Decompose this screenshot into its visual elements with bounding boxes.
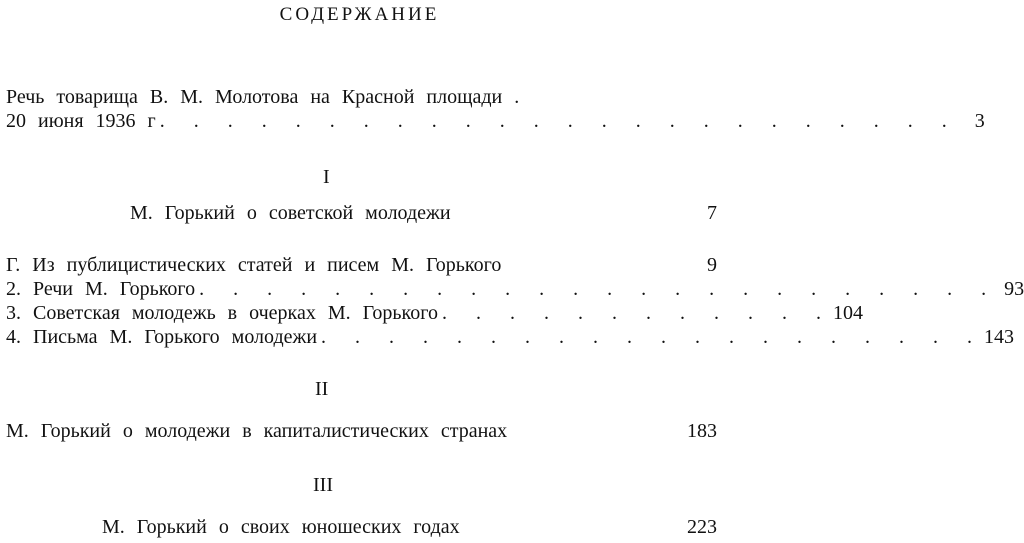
leader-dots: . . . . . . . . . . . . . . . . . . . . . . . . [159,110,959,132]
intro-entry-date: 20 июня 1936 г [6,110,156,132]
toc-entry-text: Г. Из публицистических статей и писем М. Горького [6,254,502,276]
page-number: 7 [707,202,717,224]
section-numeral: II [315,378,329,400]
page-number: 3 [974,110,985,132]
section-title-row [6,420,717,446]
toc-entry [6,302,863,328]
toc-entry [6,254,717,280]
intro-entry-line-2 [6,110,985,136]
toc-entry-text: 4. Письма М. Горького молодежи [6,326,318,348]
page-number: 9 [707,254,717,276]
page-number: 223 [687,516,717,538]
section-title-row [6,202,717,228]
section-title: М. Горький о советской молодежи [130,202,451,224]
page-number: 93 [1004,278,1024,300]
section-title: М. Горький о своих юношеских годах [102,516,460,538]
intro-entry-text: Речь товарища В. М. Молотова на Красной площади . [6,86,520,108]
toc-entry [6,278,1024,304]
section-title: М. Горький о молодежи в капиталистических странах [6,420,508,442]
toc-entry-text: 2. Речи М. Горького [6,278,196,300]
toc-entry [6,326,1015,352]
section-title-row [6,516,717,542]
page-number: 143 [984,326,1015,348]
page-number: 104 [832,302,863,324]
page-title: СОДЕРЖАНИЕ [279,4,440,25]
section-numeral: III [313,474,333,496]
leader-dots: . . . . . . . . . . . . [441,302,833,324]
leader-dots: . . . . . . . . . . . . . . . . . . . . . . . . [199,278,999,300]
page-number: 183 [687,420,717,442]
section-numeral: I [323,166,330,188]
intro-entry-line-1 [6,86,717,112]
leader-dots: . . . . . . . . . . . . . . . . . . . . [321,326,985,348]
toc-entry-text: 3. Советская молодежь в очерках М. Горького [6,302,438,324]
